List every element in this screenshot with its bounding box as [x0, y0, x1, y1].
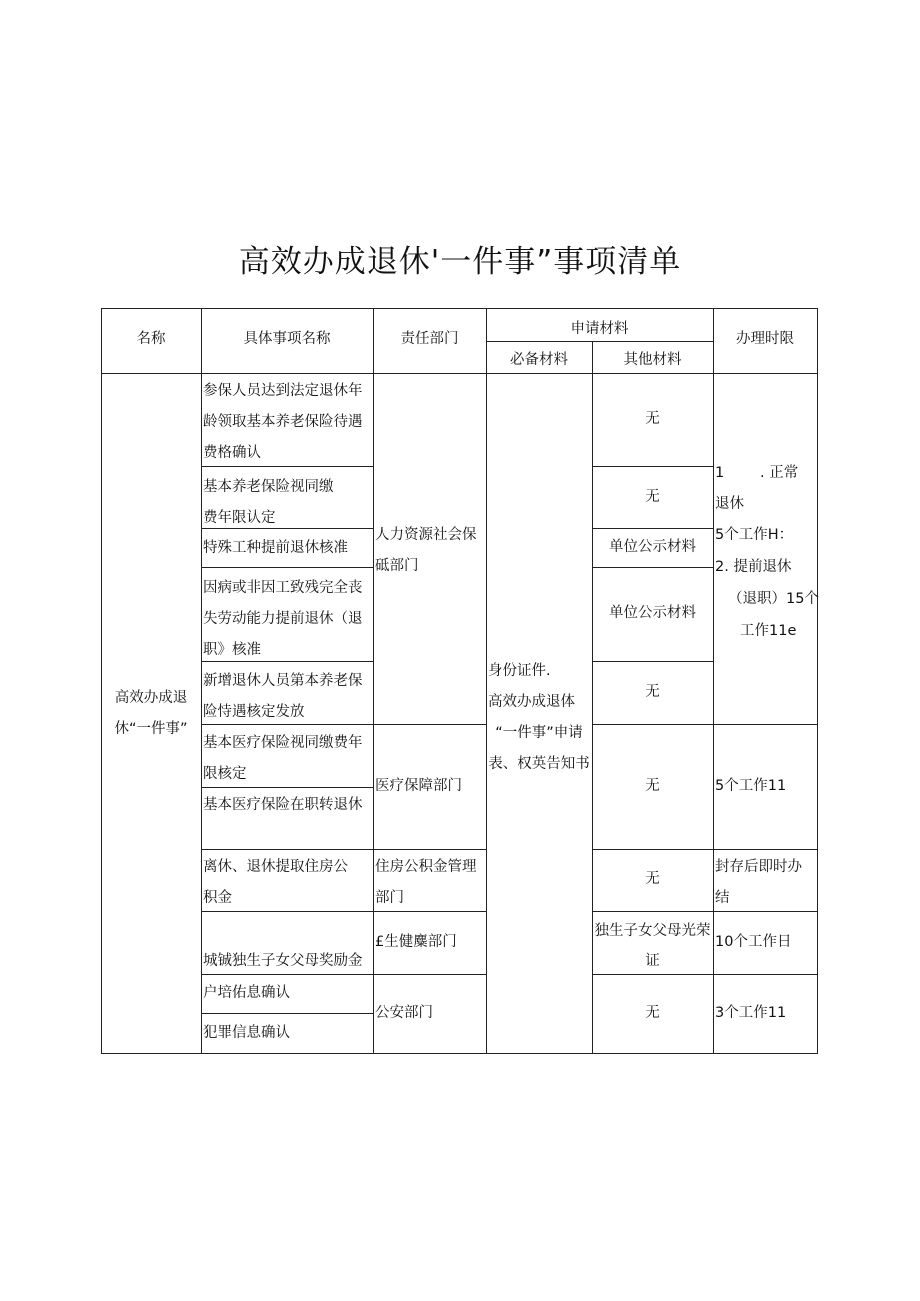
dept-police: 公安部门	[375, 1005, 433, 1021]
other-material: 无	[645, 778, 660, 794]
dept-health: £生健麋部门	[375, 934, 457, 950]
item-text: 离休、退休提取住房公	[203, 859, 348, 875]
col-line-6	[817, 308, 818, 1054]
header-name: 名称	[136, 331, 166, 347]
time-limit-text: 封存后即时办	[715, 859, 802, 875]
header-time-limit: 办理时限	[736, 331, 794, 347]
item-text: 费格确认	[203, 445, 261, 461]
time-limit-text: （退职）15个	[728, 591, 819, 607]
time-row-line	[713, 724, 817, 725]
table-border-top	[101, 308, 817, 309]
time-limit-text: 5个工作11	[715, 778, 787, 794]
time-row-line	[713, 849, 817, 850]
time-limit-text: . 正常	[760, 465, 799, 481]
other-row-line	[592, 911, 713, 912]
page-title: 高效办成退休'一件事”事项清单	[238, 244, 682, 280]
time-limit-text: 3个工作11	[715, 1005, 787, 1021]
dept-fund: 部门	[375, 890, 404, 906]
other-material: 无	[645, 1005, 660, 1021]
time-row-line	[713, 974, 817, 975]
item-text: 犯罪信息确认	[203, 1025, 290, 1041]
time-limit-text: 工作11e	[740, 623, 797, 639]
other-material: 无	[645, 871, 660, 887]
required-material: 高效办成退体	[488, 694, 575, 710]
other-row-line	[592, 567, 713, 568]
item-text: 基本医疗保险视同缴费年	[203, 735, 363, 751]
other-row-line	[592, 849, 713, 850]
group-name-line2: 休“一件事”	[114, 721, 188, 737]
header-item-name: 具体事项名称	[243, 331, 331, 347]
time-limit-text: 退休	[715, 496, 744, 512]
dept-row-line	[373, 849, 486, 850]
item-text: 参保人员达到法定退休年	[203, 383, 363, 399]
item-text: 职》核准	[203, 642, 261, 658]
other-material: 无	[645, 684, 660, 700]
item-text: 龄领取基本养老保险待遇	[203, 414, 363, 430]
item-text: 限核定	[203, 766, 247, 782]
dept-hr: 人力资源社会保	[375, 527, 477, 543]
item-row-line	[201, 1013, 373, 1014]
dept-medical: 医疗保障部门	[375, 778, 462, 794]
item-text: 新增退休人员第本养老保	[203, 673, 363, 689]
col-line-0	[101, 308, 102, 1054]
required-material: 身份证件.	[488, 663, 551, 679]
col-line-5	[713, 308, 714, 1054]
item-text: 城铖独生子女父母奖励金	[203, 953, 363, 969]
time-limit-text: 结	[715, 890, 730, 906]
header-other: 其他材料	[623, 352, 682, 368]
dept-row-line	[373, 724, 486, 725]
dept-row-line	[373, 974, 486, 975]
item-text: 因病或非因工致残完全丧	[203, 580, 363, 596]
item-text: 积金	[203, 890, 232, 906]
item-text: 失劳动能力提前退休（退	[203, 611, 363, 627]
item-text: 基本养老保险视同缴	[203, 479, 334, 495]
group-name-line1: 高效办成退	[114, 690, 188, 706]
time-limit-text: 10个工作日	[715, 934, 792, 950]
item-text: 基本医疗保险在职转退休	[203, 797, 363, 813]
time-limit-text: 2. 提前退休	[715, 559, 792, 575]
other-material: 证	[645, 953, 660, 969]
item-text: 特殊工种提前退休核准	[203, 540, 348, 556]
other-material: 无	[645, 489, 660, 505]
other-material: 单位公示材料	[609, 605, 696, 621]
item-text: 险恃遇核定发放	[203, 704, 305, 720]
item-text: 费年限认定	[203, 510, 276, 526]
header-materials: 申请材料	[570, 321, 629, 337]
other-row-line	[592, 466, 713, 467]
time-limit-text: 1	[715, 465, 725, 481]
other-material: 无	[645, 411, 660, 427]
header-required: 必备材料	[510, 352, 568, 368]
required-material: “一件事”申请	[495, 725, 583, 741]
other-material: 独生子女父母光荣	[594, 923, 711, 939]
table-border-bottom	[101, 1053, 817, 1054]
item-text: 户培佑息确认	[203, 985, 290, 1001]
item-row-line	[201, 567, 373, 568]
other-row-line	[592, 528, 713, 529]
time-limit-text: 5个工作H：	[715, 527, 794, 543]
other-row-line	[592, 661, 713, 662]
other-row-line	[592, 724, 713, 725]
item-row-line	[201, 849, 373, 850]
other-material: 单位公示材料	[609, 539, 696, 555]
dept-fund: 住房公积金管理	[375, 859, 477, 875]
required-material: 表、权英告知书	[488, 756, 590, 772]
header-dept: 责任部门	[400, 331, 459, 347]
dept-hr: 砥部门	[375, 558, 419, 574]
